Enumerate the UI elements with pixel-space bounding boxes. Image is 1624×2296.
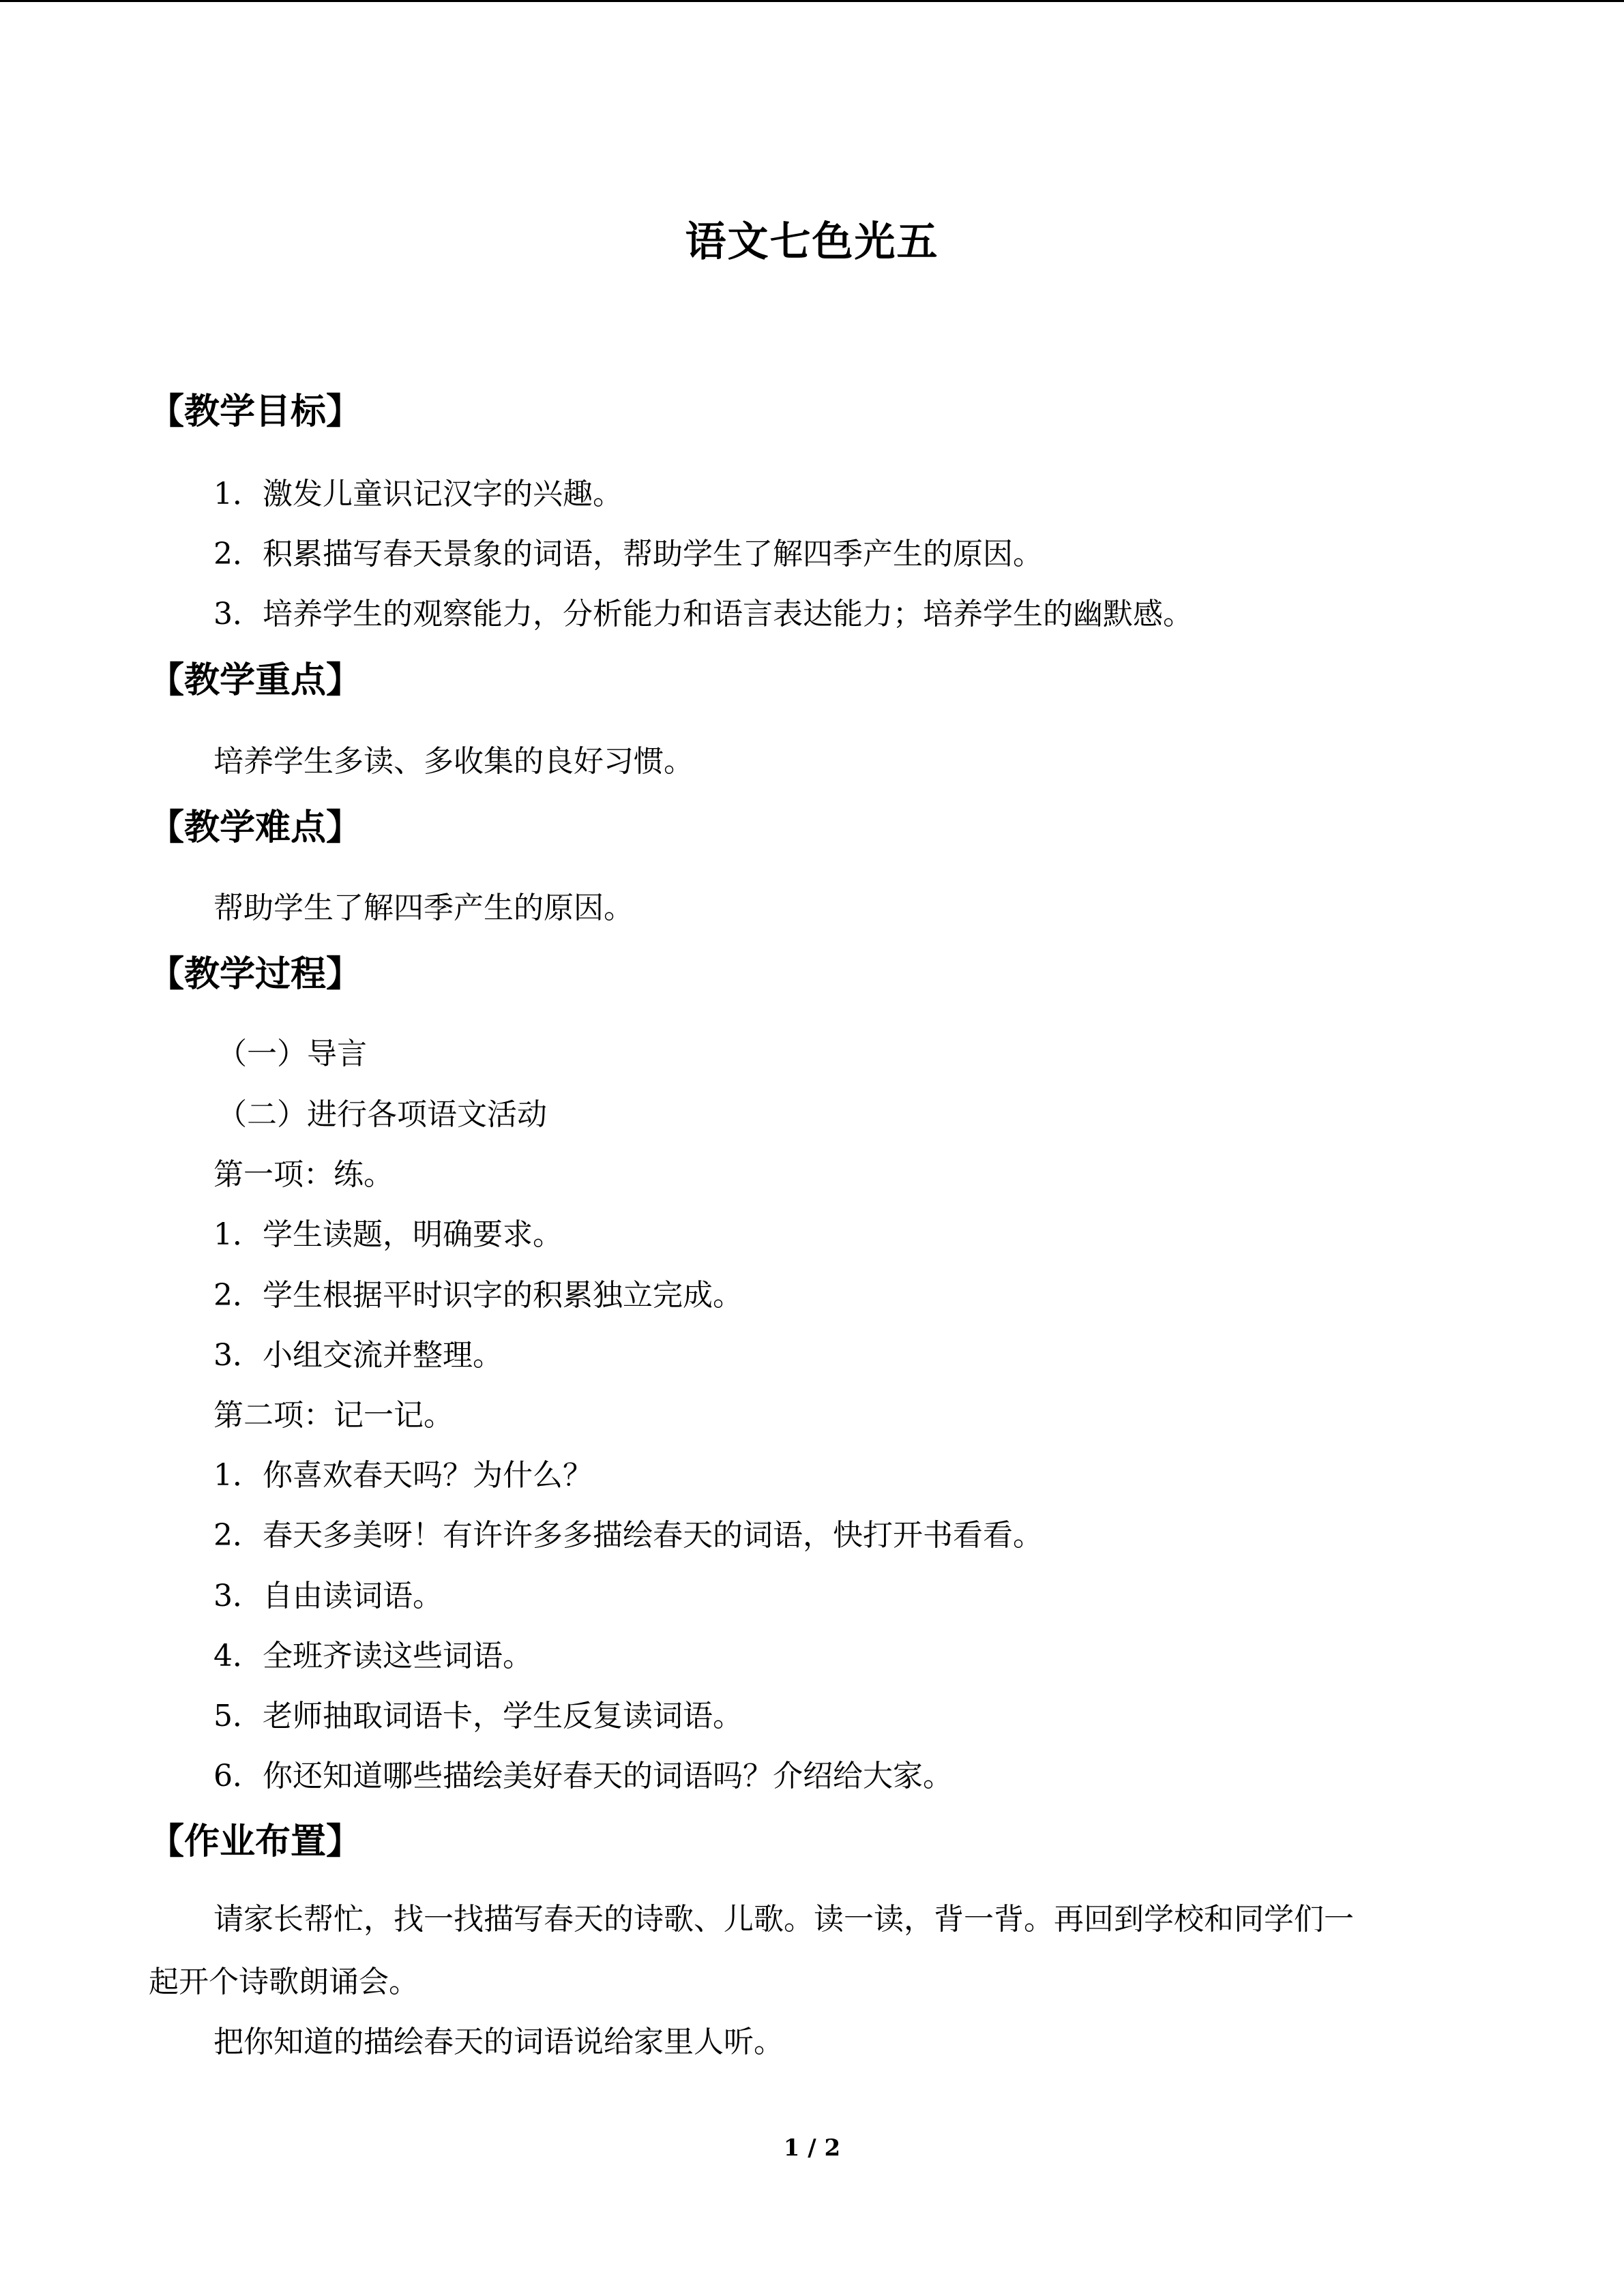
heading-teaching-goals: 【教学目标】 — [149, 391, 362, 432]
homework-paragraph-1-line-2: 起开个诗歌朗诵会。 — [149, 1965, 419, 1999]
homework-paragraph-1-line-1: 请家长帮忙，找一找描写春天的诗歌、儿歌。读一读，背一背。再回到学校和同学们一 — [213, 1902, 1354, 1937]
goal-item-2: 2．积累描写春天景象的词语，帮助学生了解四季产生的原因。 — [213, 537, 1043, 571]
process-line-step-7: 4．全班齐读这些词语。 — [213, 1639, 533, 1673]
process-line-step-3: 3．小组交流并整理。 — [213, 1338, 503, 1373]
heading-difficulties: 【教学难点】 — [149, 807, 362, 848]
top-border-rule — [0, 0, 1624, 2]
heading-key-points: 【教学重点】 — [149, 659, 362, 701]
process-line-item-memorize: 第二项：记一记。 — [213, 1398, 454, 1433]
process-line-step-1: 1．学生读题，明确要求。 — [213, 1217, 563, 1252]
page-number: 1 / 2 — [783, 2134, 841, 2162]
process-line-activities: （二）进行各项语文活动 — [217, 1097, 547, 1132]
process-line-item-practice: 第一项：练。 — [213, 1157, 394, 1192]
process-line-step-6: 3．自由读词语。 — [213, 1579, 443, 1613]
page-title: 语文七色光五 — [685, 218, 939, 266]
goal-item-3: 3．培养学生的观察能力，分析能力和语言表达能力；培养学生的幽默感。 — [213, 597, 1193, 631]
process-line-step-4: 1．你喜欢春天吗？为什么？ — [213, 1458, 593, 1493]
process-line-step-9: 6．你还知道哪些描绘美好春天的词语吗？介绍给大家。 — [213, 1759, 953, 1793]
difficulties-text: 帮助学生了解四季产生的原因。 — [213, 891, 634, 925]
heading-teaching-process: 【教学过程】 — [149, 953, 362, 995]
heading-homework: 【作业布置】 — [149, 1821, 362, 1862]
goal-item-1: 1．激发儿童识记汉字的兴趣。 — [213, 477, 623, 511]
process-line-intro: （一）导言 — [217, 1037, 367, 1071]
key-points-text: 培养学生多读、多收集的良好习惯。 — [213, 744, 694, 779]
process-line-step-5: 2．春天多美呀！有许许多多描绘春天的词语，快打开书看看。 — [213, 1518, 1043, 1553]
process-line-step-8: 5．老师抽取词语卡，学生反复读词语。 — [213, 1699, 743, 1733]
homework-paragraph-2: 把你知道的描绘春天的词语说给家里人听。 — [213, 2025, 784, 2059]
process-line-step-2: 2．学生根据平时识字的积累独立完成。 — [213, 1278, 743, 1313]
